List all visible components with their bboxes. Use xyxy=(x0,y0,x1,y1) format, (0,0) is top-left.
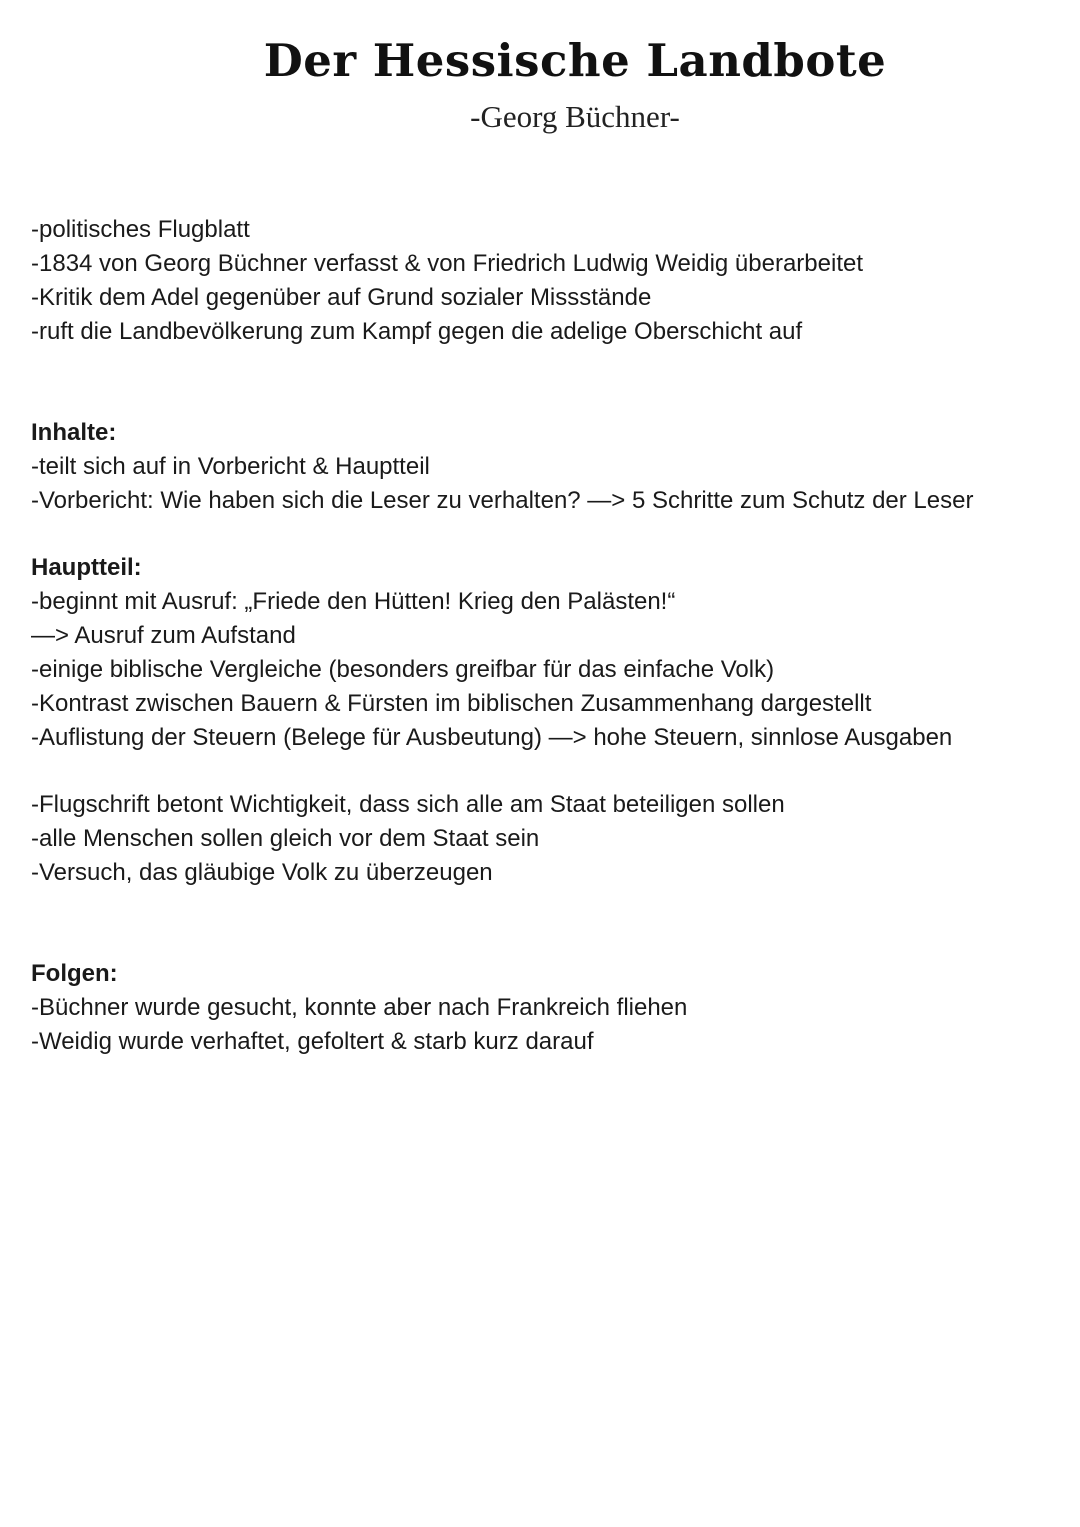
document-subtitle: -Georg Büchner- xyxy=(470,99,680,134)
folgen-heading: Folgen: xyxy=(31,960,118,987)
intro-list xyxy=(31,213,863,349)
hauptteil-item: -Auflistung der Steuern (Belege für Ausbeutung) —> hohe Steuern, sinnlose Ausgaben xyxy=(31,724,953,751)
intro-item: -politisches Flugblatt xyxy=(31,216,250,243)
folgen-item: -Weidig wurde verhaftet, gefoltert & starb kurz darauf xyxy=(31,1028,594,1055)
flugschrift-item: -Flugschrift betont Wichtigkeit, dass sich alle am Staat beteiligen sollen xyxy=(31,791,785,818)
hauptteil-item: -beginnt mit Ausruf: „Friede den Hütten! Krieg den Palästen!“ xyxy=(31,588,676,615)
inhalte-item: -Vorbericht: Wie haben sich die Leser zu verhalten? —> 5 Schritte zum Schutz der Leser xyxy=(31,487,974,514)
hauptteil-heading: Hauptteil: xyxy=(31,554,142,581)
document-title: Der Hessische Landbote xyxy=(263,34,887,87)
flugschrift-item: -alle Menschen sollen gleich vor dem Staat sein xyxy=(31,825,540,852)
inhalte-item: -teilt sich auf in Vorbericht & Hauptteil xyxy=(31,453,430,480)
folgen-item: -Büchner wurde gesucht, konnte aber nach Frankreich fliehen xyxy=(31,994,688,1021)
intro-item: -Kritik dem Adel gegenüber auf Grund sozialer Missstände xyxy=(31,284,652,311)
hauptteil-item: -Kontrast zwischen Bauern & Fürsten im biblischen Zusammenhang dargestellt xyxy=(31,690,872,717)
inhalte-list xyxy=(31,450,973,518)
folgen-list xyxy=(31,991,687,1059)
intro-item: -1834 von Georg Büchner verfasst & von Friedrich Ludwig Weidig überarbeitet xyxy=(31,250,863,277)
hauptteil-list xyxy=(31,585,952,755)
flugschrift-item: -Versuch, das gläubige Volk zu überzeugen xyxy=(31,859,493,886)
intro-item: -ruft die Landbevölkerung zum Kampf gegen die adelige Oberschicht auf xyxy=(31,318,803,345)
hauptteil-item: -einige biblische Vergleiche (besonders greifbar für das einfache Volk) xyxy=(31,656,775,683)
inhalte-heading: Inhalte: xyxy=(31,419,117,446)
hauptteil-item: —> Ausruf zum Aufstand xyxy=(31,622,296,649)
flugschrift-list xyxy=(31,788,785,890)
